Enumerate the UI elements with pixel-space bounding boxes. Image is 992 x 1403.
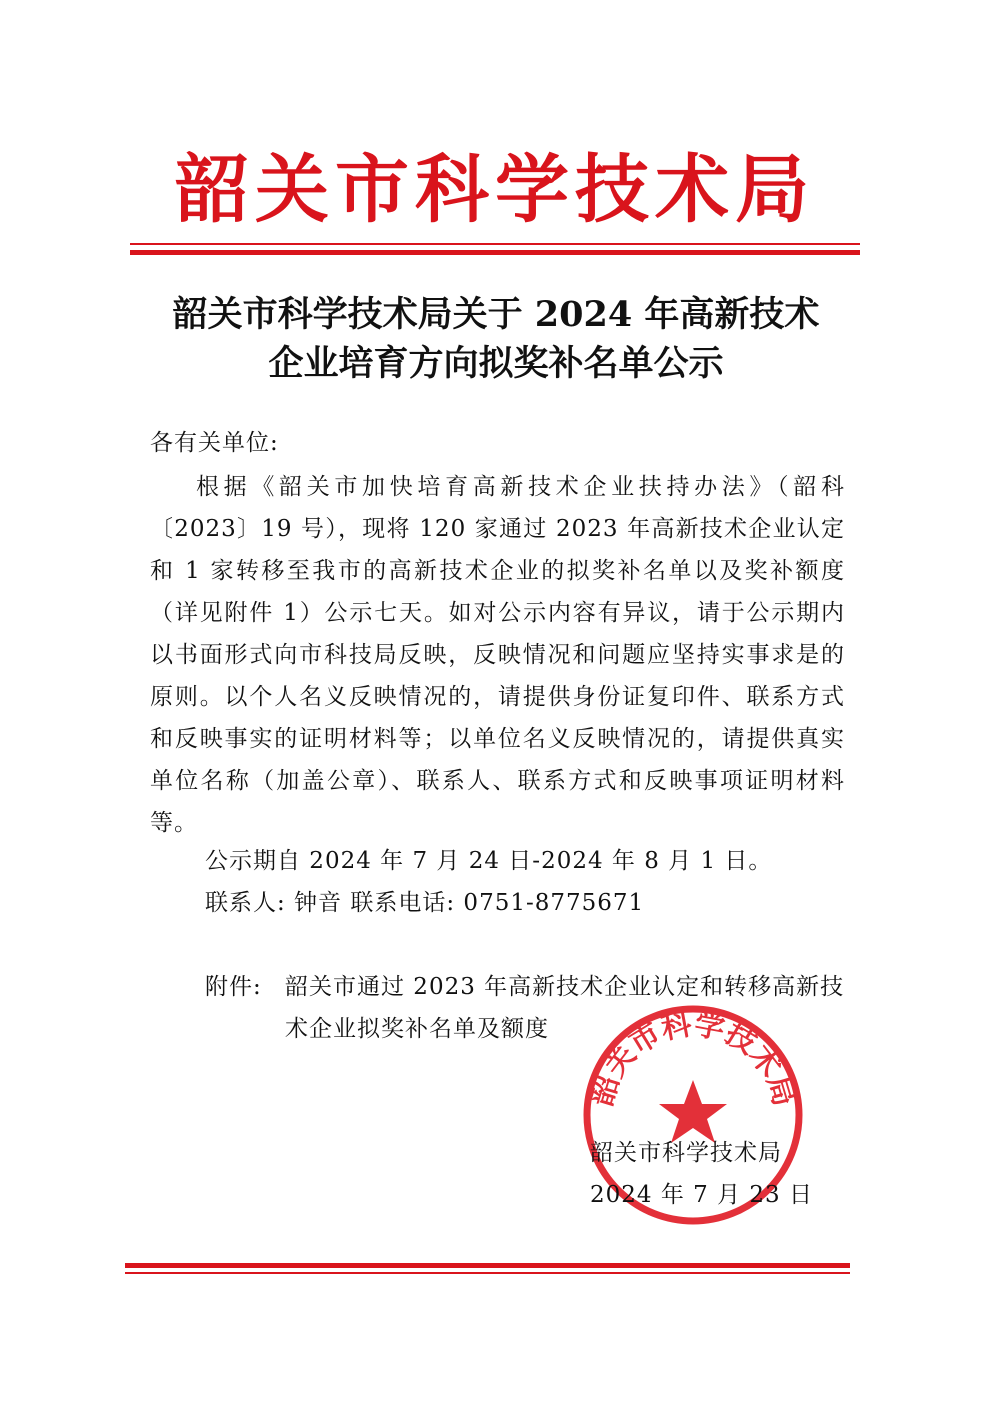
publicity-period: 公示期自 2024 年 7 月 24 日-2024 年 8 月 1 日。 — [205, 848, 773, 874]
document-title — [120, 290, 872, 388]
body-paragraph — [150, 466, 845, 844]
attachment-label: 附件: — [205, 974, 262, 1000]
letterhead-rule-thick — [130, 250, 860, 255]
attachment-text: 韶关市通过 2023 年高新技术企业认定和转移高新技术企业拟奖补名单及额度 — [285, 974, 845, 1042]
body-text: 根据《韶关市加快培育高新技术企业扶持办法》（韶科〔2023〕19 号），现将 120 家通过 2023 年高新技术企业认定和 1 家转移至我市的高新技术企业的拟奖补名单以及奖补额度（详见附件 1）公示七天。如对公示内容有异议，请于公示期内以书面形式向市科技局反映，反映情况和问题应坚持实事求是的原则。以个人名义反映情况的，请提供身份证复印件、联系方式和反映事实的证明材料等；以单位名义反映情况的，请提供真实单位名称（加盖公章）、联系人、联系方式和反映事项证明材料等。 — [150, 474, 845, 836]
salutation: 各有关单位: — [150, 430, 279, 456]
contact-info: 联系人: 钟音 联系电话: 0751-8775671 — [205, 890, 645, 916]
footer-rule-thin — [125, 1272, 850, 1274]
signature-date: 2024 年 7 月 23 日 — [590, 1182, 813, 1208]
signature-org: 韶关市科学技术局 — [590, 1140, 782, 1166]
letterhead-org-name: 韶关市科学技术局 — [175, 147, 815, 233]
title-line-1: 韶关市科学技术局关于 2024 年高新技术 — [172, 294, 820, 335]
footer-rule-thick — [125, 1263, 850, 1268]
title-line-2: 企业培育方向拟奖补名单公示 — [268, 343, 724, 384]
seal-text: 韶关市科学技术局 — [584, 1006, 802, 1111]
letterhead-rule-thin — [130, 243, 860, 245]
